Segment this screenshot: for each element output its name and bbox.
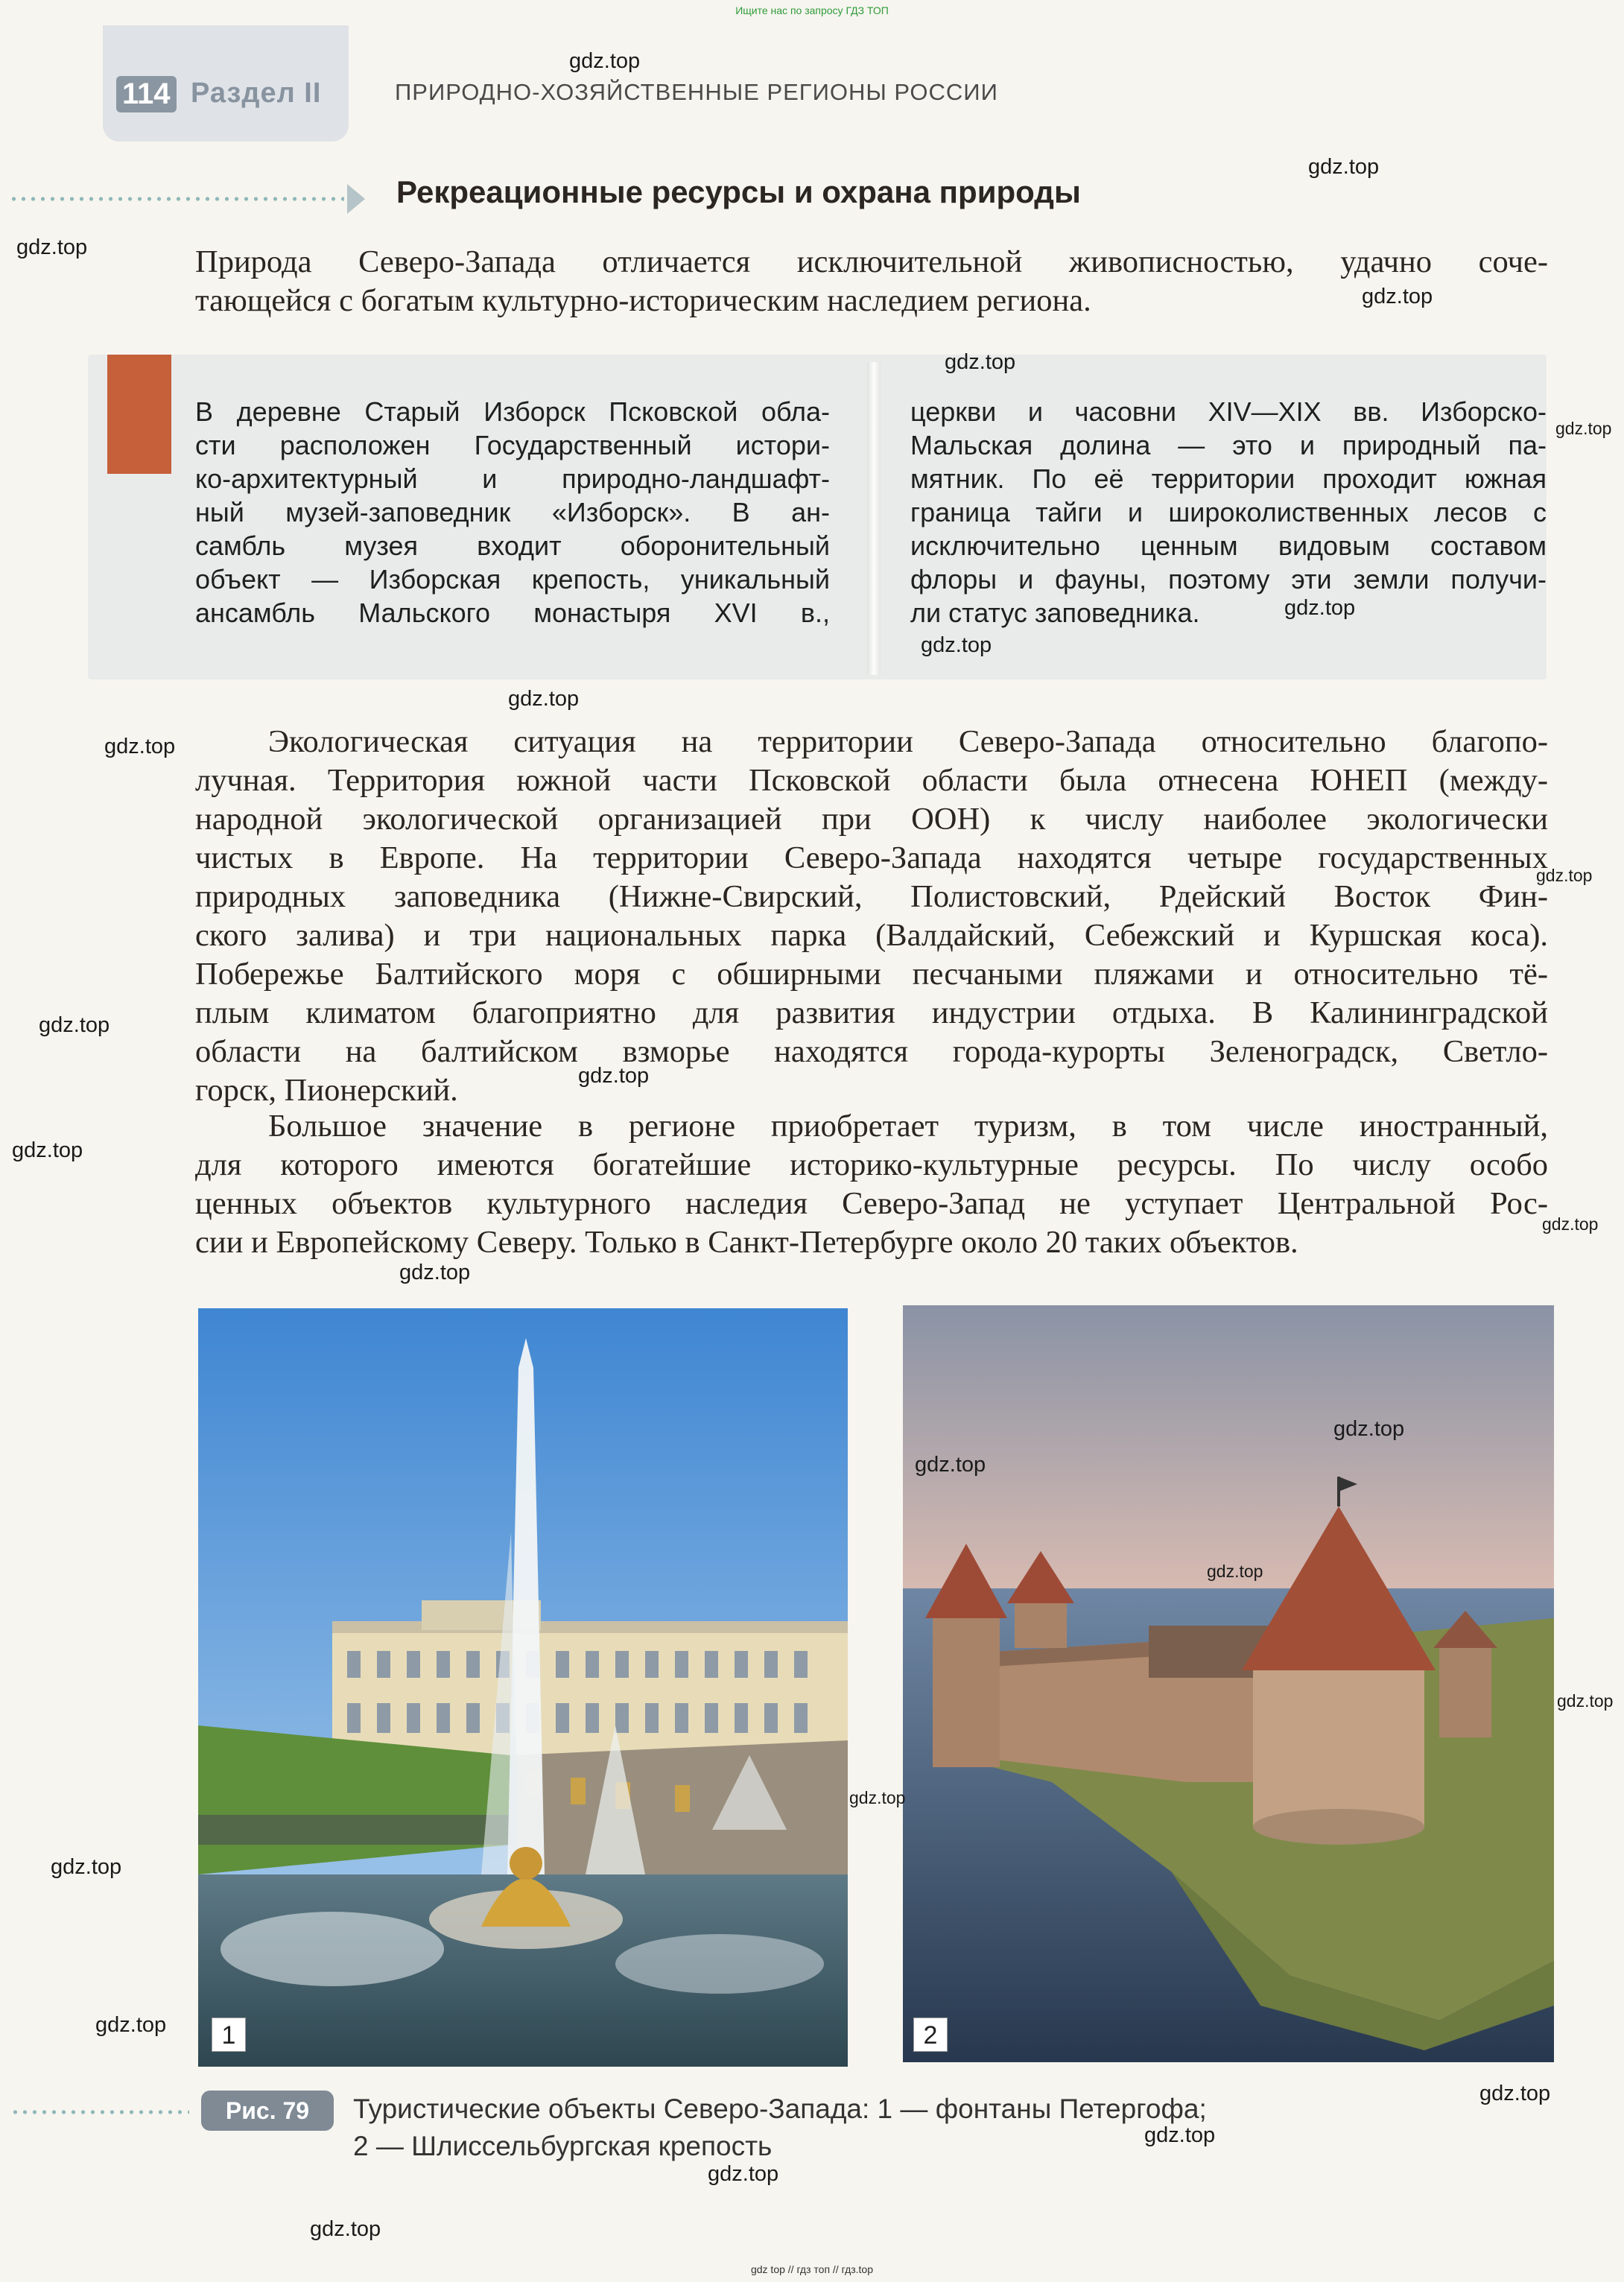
watermark: gdz.top: [1207, 1562, 1263, 1581]
tourism-paragraph: [195, 1107, 1548, 1262]
section-heading: Рекреационные ресурсы и охрана природы: [396, 174, 1081, 209]
text-line: ансамбль Мальского монастыря XVI в.,: [195, 598, 830, 628]
watermark: gdz.top: [16, 235, 88, 259]
photo-number: 2: [913, 2018, 948, 2052]
watermark: gdz.top: [849, 1788, 906, 1807]
watermark: gdz.top: [915, 1453, 986, 1477]
text-line: ценных объектов культурного наследия Северо-Запад не уступает Центральной Рос-: [195, 1186, 1548, 1221]
text-line: природных заповедника (Нижне-Свирский, Полистовский, Рдейский Восток Фин-: [195, 879, 1548, 914]
text-line: для которого имеются богатейшие историко-культурные ресурсы. По числу особо: [195, 1147, 1548, 1182]
text-line: исключительно ценным видовым составом: [910, 530, 1547, 561]
watermark: gdz.top: [708, 2162, 779, 2186]
text-line: плым климатом благоприятно для развития индустрии отдыха. В Калининградской: [195, 995, 1548, 1030]
text-line: Мальская долина — это и природный па-: [910, 430, 1547, 460]
fortress-illustration: [903, 1305, 1554, 2062]
watermark: gdz.top: [508, 687, 580, 711]
watermark: gdz.top: [945, 350, 1016, 374]
text-line: флоры и фауны, поэтому эти земли получи-: [910, 564, 1547, 595]
text-line: сии и Европейскому Северу. Только в Санкт-Петербурге около 20 таких объектов.: [195, 1225, 1298, 1260]
heading-arrow-icon: [347, 184, 365, 214]
figure-badge: Рис. 79: [201, 2091, 334, 2131]
section-title: ПРИРОДНО-ХОЗЯЙСТВЕННЫЕ РЕГИОНЫ РОССИИ: [395, 79, 998, 105]
watermark: gdz.top: [1557, 1691, 1614, 1711]
text-line: В деревне Старый Изборск Псковской обла-: [195, 396, 830, 427]
text-line: церкви и часовни XIV—XIX вв. Изборско-: [910, 396, 1547, 427]
text-line: народной экологической организацией при ООН) к числу наиболее экологически: [195, 802, 1548, 837]
text-line: ского залива) и три национальных парка (Валдайский, Себежский и Куршская коса).: [195, 918, 1548, 953]
text-line: лучная. Территория южной части Псковской области была отнесена ЮНЕП (между-: [195, 763, 1548, 798]
bottom-note: gdz top // гдз топ // гдз.top: [750, 2263, 874, 2275]
text-line: тающейся с богатым культурно-историческим наследием региона.: [195, 283, 1091, 318]
watermark: gdz.top: [310, 2217, 381, 2241]
text-line: области на балтийском взморье находятся города-курорты Зеленоградск, Светло-: [195, 1034, 1548, 1069]
text-line: Большое значение в регионе приобретает туризм, в том числе иностранный,: [268, 1109, 1548, 1144]
text-line: объект — Изборская крепость, уникальный: [195, 564, 830, 595]
page-number: 114: [116, 76, 177, 112]
watermark: gdz.top: [1536, 866, 1593, 885]
intro-paragraph: [195, 243, 1548, 320]
peterhof-illustration: [198, 1308, 848, 2067]
photo-peterhof-fountains: [198, 1308, 848, 2067]
text-line: ный музей-заповедник «Изборск». В ан-: [195, 497, 830, 527]
watermark: gdz.top: [399, 1261, 471, 1284]
watermark: gdz.top: [1555, 419, 1612, 438]
text-line: граница тайги и широколиственных лесов с: [910, 497, 1547, 527]
text-line: чистых в Европе. На территории Северо-Запада находятся четыре государственных: [195, 840, 1548, 875]
photo-number: 1: [212, 2018, 246, 2052]
info-box-left-column: [195, 395, 830, 630]
box-page-fold: [867, 362, 881, 675]
caption-dotted-rule: [10, 2110, 189, 2114]
ecology-paragraph: [195, 723, 1548, 1110]
text-line: ко-архитектурный и природно-ландшафт-: [195, 463, 830, 494]
watermark: gdz.top: [51, 1855, 122, 1879]
info-box-right-column: [910, 395, 1547, 630]
watermark: gdz.top: [1479, 2082, 1551, 2105]
text-line: горск, Пионерский.: [195, 1073, 458, 1108]
watermark: gdz.top: [1284, 596, 1356, 620]
photo-shlisselburg-fortress: [903, 1305, 1554, 2062]
watermark: gdz.top: [95, 2013, 167, 2037]
bookmark-notch: [107, 447, 171, 474]
caption-line: Туристические объекты Северо-Запада: 1 — фонтаны Петергофа;: [353, 2094, 1207, 2124]
section-label: Раздел II: [191, 77, 322, 109]
text-line: мятник. По её территории проходит южная: [910, 463, 1547, 494]
text-line: самбль музея входит оборонительный: [195, 530, 830, 561]
watermark: gdz.top: [578, 1064, 650, 1088]
watermark: gdz.top: [1333, 1417, 1405, 1441]
text-line: ли статус заповедника.: [910, 598, 1200, 628]
text-line: Побережье Балтийского моря с обширными песчаными пляжами и относительно тё-: [195, 957, 1548, 992]
watermark: gdz.top: [1308, 155, 1380, 179]
text-line: Природа Северо-Запада отличается исключительной живописностью, удачно соче-: [195, 244, 1548, 279]
heading-dotted-rule: [9, 197, 344, 201]
watermark: gdz.top: [12, 1138, 83, 1162]
top-note: Ищите нас по запросу ГДЗ ТОП: [735, 4, 889, 16]
text-line: сти расположен Государственный истори-: [195, 430, 830, 460]
figure-caption: [353, 2091, 1207, 2165]
caption-line: 2 — Шлиссельбургская крепость: [353, 2131, 773, 2161]
text-line: Экологическая ситуация на территории Северо-Запада относительно благопо-: [268, 724, 1548, 759]
watermark: gdz.top: [1144, 2123, 1216, 2147]
watermark: gdz.top: [1542, 1214, 1599, 1234]
watermark: gdz.top: [569, 49, 641, 73]
watermark: gdz.top: [1362, 285, 1433, 308]
watermark: gdz.top: [39, 1013, 110, 1037]
watermark: gdz.top: [104, 735, 176, 758]
watermark: gdz.top: [921, 633, 992, 657]
